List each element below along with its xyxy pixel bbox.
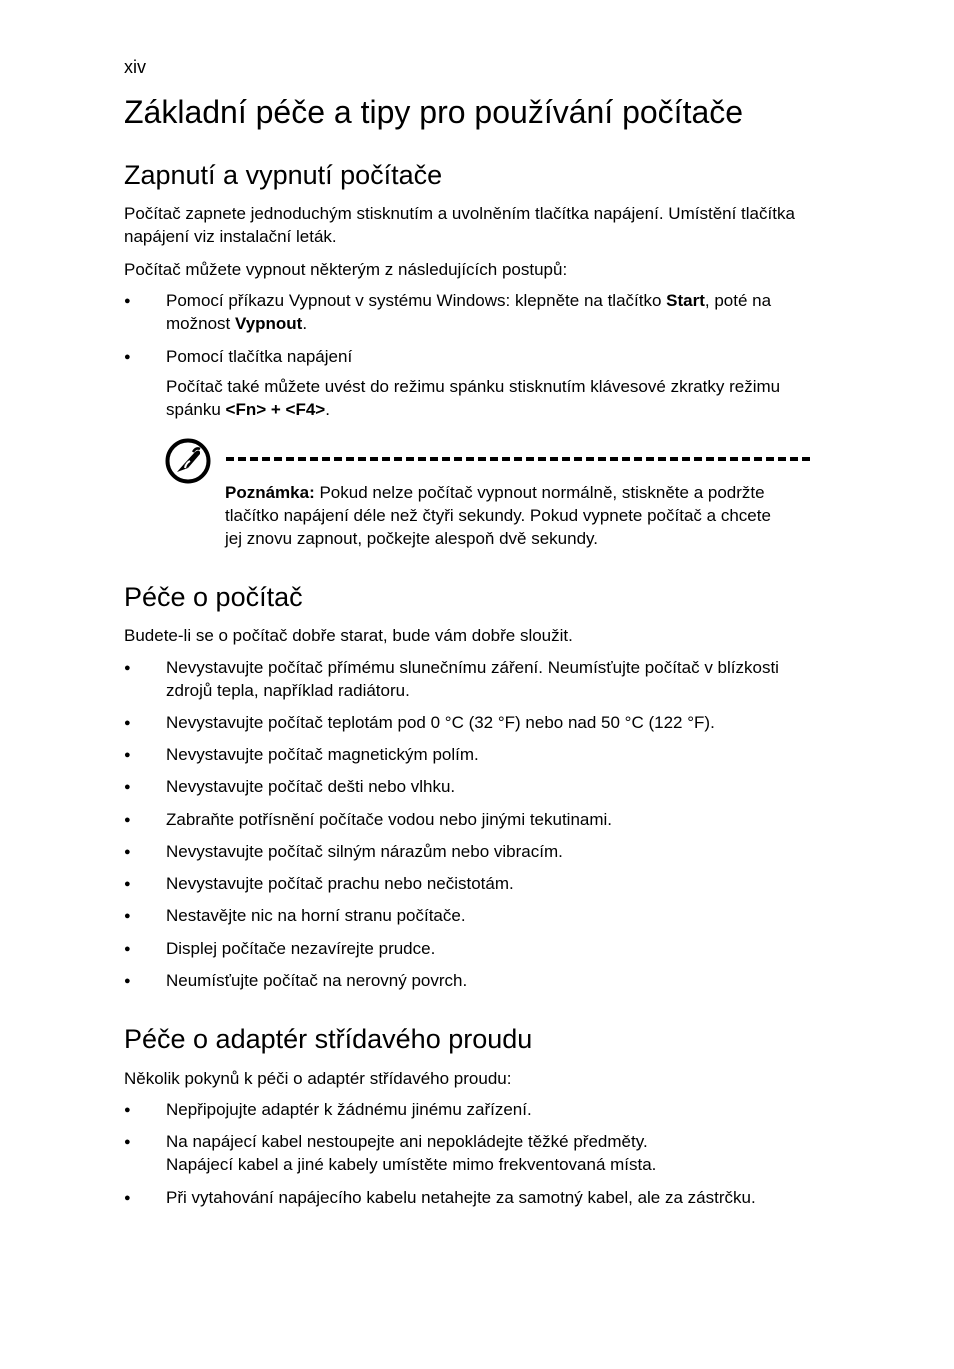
page-number: xiv [124,57,146,77]
bullet-icon [124,1186,138,1212]
paragraph-power-on: Počítač zapnete jednoduchým stisknutím a uvolněním tlačítka napájení. Umístění tlačítka napájení viz instalační leták. [124,204,795,246]
bullet-icon [124,872,138,898]
list-item: Nevystavujte počítač přímému slunečnímu záření. Neumísťujte počítač v blízkosti zdrojů tepla, například radiátoru. [166,658,779,700]
section-heading-power: Zapnutí a vypnutí počítače [124,160,443,190]
list-item: Pomocí příkazu Vypnout v systému Windows: klepněte na tlačítko Start, poté na možnost Vypnout. [166,291,772,333]
bullet-icon [124,289,138,315]
bullet-icon [124,656,138,682]
paragraph-power-off-intro: Počítač můžete vypnout některým z následujících postupů: [124,260,568,279]
list-item: Na napájecí kabel nestoupejte ani nepokládejte těžké předměty. [166,1132,648,1151]
list-item: Nepřipojujte adaptér k žádnému jinému zařízení. [166,1100,532,1119]
list-item-continuation: Napájecí kabel a jiné kabely umístěte mimo frekventovaná místa. [166,1155,657,1174]
paragraph-care-intro: Budete-li se o počítač dobře starat, bude vám dobře sloužit. [124,626,573,645]
paragraph-adapter-intro: Několik pokynů k péči o adaptér střídavého proudu: [124,1069,512,1088]
bullet-icon [124,1130,138,1156]
note-divider [226,457,810,461]
bullet-icon [124,743,138,769]
section-heading-care: Péče o počítač [124,582,303,612]
list-item: Při vytahování napájecího kabelu netahejte za samotný kabel, ale za zástrčku. [166,1188,756,1207]
bullet-icon [124,840,138,866]
bullet-icon [124,904,138,930]
bullet-icon [124,969,138,995]
list-item: Nevystavujte počítač teplotám pod 0 °C (32 °F) nebo nad 50 °C (122 °F). [166,713,715,732]
list-item: Pomocí tlačítka napájení [166,347,353,366]
list-item: Nevystavujte počítač dešti nebo vlhku. [166,777,456,796]
list-item: Displej počítače nezavírejte prudce. [166,939,436,958]
list-item: Nevystavujte počítač prachu nebo nečistotám. [166,874,514,893]
bullet-icon [124,711,138,737]
bullet-icon [124,937,138,963]
bullet-icon [124,808,138,834]
note-text: Poznámka: Pokud nelze počítač vypnout normálně, stiskněte a podržte tlačítko napájení déle než čtyři sekundy. Pokud vypnete počítač a chcete jej znovu zapnout, počkejte alespoň dvě sekundy. [225,483,771,548]
bullet-icon [124,775,138,801]
list-item: Nevystavujte počítač silným nárazům nebo vibracím. [166,842,563,861]
bullet-icon [124,1098,138,1124]
list-item: Neumísťujte počítač na nerovný povrch. [166,971,468,990]
bullet-icon [124,345,138,371]
page-title: Základní péče a tipy pro používání počítače [124,94,744,130]
note-pen-icon [164,437,212,485]
list-item-subtext: Počítač také můžete uvést do režimu spánku stisknutím klávesové zkratky režimu spánku <Fn> + <F4>. [166,377,781,419]
list-item: Nestavějte nic na horní stranu počítače. [166,906,466,925]
section-heading-adapter: Péče o adaptér střídavého proudu [124,1024,533,1054]
list-item: Nevystavujte počítač magnetickým polím. [166,745,479,764]
list-item: Zabraňte potřísnění počítače vodou nebo jinými tekutinami. [166,810,613,829]
